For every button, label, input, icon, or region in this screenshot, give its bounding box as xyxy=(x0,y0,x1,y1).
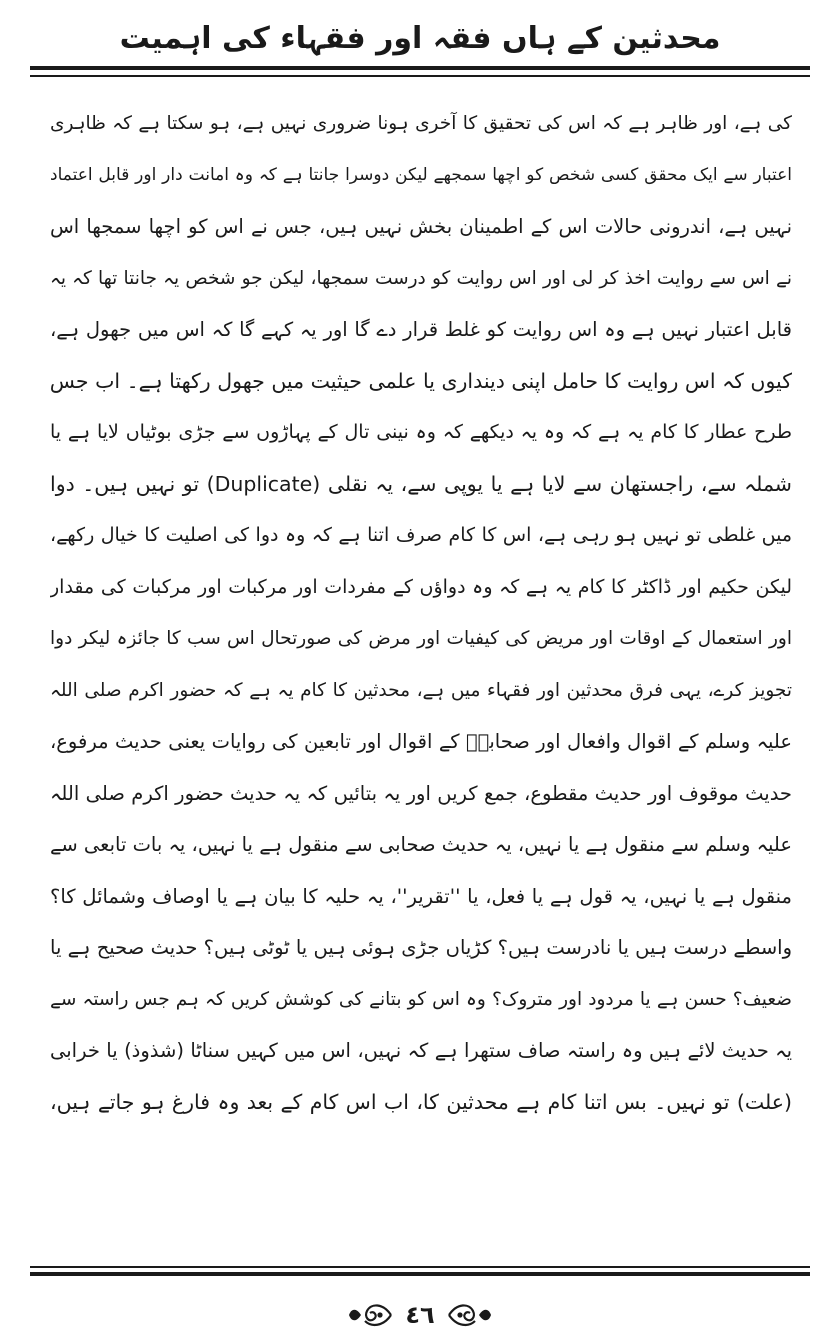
text-line: کیوں کہ اس روایت کا حامل اپنی دینداری یا علمی حیثیت میں جھول رکھتا ہے۔ اب جس xyxy=(50,368,792,393)
text-line: منقول ہے یا نہیں، یہ قول ہے یا فعل، یا ''تقریر''، یہ حلیہ کا بیان ہے یا اوصاف وشمائل کا؟ xyxy=(50,884,792,908)
text-line: ضعیف؟ حسن ہے یا مردود اور متروک؟ وہ اس کو بتانے کی کوشش کریں کہ ہم جس راستہ سے xyxy=(50,988,792,1010)
header-divider-thick xyxy=(30,66,810,70)
text-line: میں غلطی تو نہیں ہو رہی ہے، اس کا کام صرف اتنا ہے کہ وہ دوا کی اصلیت کا خیال رکھے، xyxy=(50,524,792,546)
ornament-right-icon xyxy=(447,1298,493,1332)
text-line: اعتبار سے ایک محقق کسی شخص کو اچھا سمجھے لیکن دوسرا جانتا ہے کہ وہ امانت دار اور قابل اعتماد xyxy=(50,164,792,185)
text-line: تجویز کرے، یہی فرق محدثین اور فقہاء میں ہے، محدثین کا کام یہ ہے کہ حضور اکرم صلی اللہ xyxy=(50,679,792,701)
text-line: کی ہے، اور ظاہر ہے کہ اس کی تحقیق کا آخری ہونا ضروری نہیں ہے، ہو سکتا ہے کہ ظاہری xyxy=(50,113,792,134)
text-line: لیکن حکیم اور ڈاکٹر کا کام یہ ہے کہ وہ دواؤں کے مفردات اور مرکبات اور مرکبات کی مقدار xyxy=(50,575,792,598)
ornament-left-icon xyxy=(347,1298,393,1332)
text-line: نے اس سے روایت اخذ کر لی اور اس روایت کو درست سمجھا، لیکن جو شخص یہ جانتا تھا کہ یہ xyxy=(50,267,792,289)
text-line: واسطے درست ہیں یا نادرست ہیں؟ کڑیاں جڑی ہوئی ہیں یا ٹوٹی ہیں؟ حدیث صحیح ہے یا xyxy=(50,936,792,959)
footer-divider-thin xyxy=(30,1266,810,1268)
page-footer xyxy=(0,1290,840,1340)
footer-divider-thick xyxy=(30,1272,810,1276)
page-number: ٤٦ xyxy=(405,1301,435,1329)
text-line: شملہ سے، راجستھان سے لایا ہے یا یوپی سے، یہ نقلی (Duplicate) تو نہیں ہیں۔ دوا xyxy=(50,471,792,496)
text-line: طرح عطار کا کام یہ ہے کہ وہ یہ دیکھے کہ وہ نینی تال کے پہاڑوں سے جڑی بوٹیاں لایا ہے یا xyxy=(50,421,792,443)
text-line: قابل اعتبار نہیں ہے وہ اس روایت کو غلط قرار دے گا اور یہ کہے گا کہ اس میں جھول ہے، xyxy=(50,318,792,341)
body-text xyxy=(50,98,792,1128)
header-divider-thin xyxy=(30,75,810,77)
text-line: اور استعمال کے اوقات اور مریض کی کیفیات اور مرض کی صورتحال اس سب کا جائزہ لیکر دوا xyxy=(50,628,792,649)
text-line: علیہ وسلم کے اقوال وافعال اور صحابہؓ کے اقوال اور تابعین کی روایات یعنی حدیث مرفوع، xyxy=(50,730,792,753)
text-line: (علت) تو نہیں۔ بس اتنا کام ہے محدثین کا، اب اس کام کے بعد وہ فارغ ہو جاتے ہیں، xyxy=(50,1089,792,1114)
text-line: علیہ وسلم سے منقول ہے یا نہیں، یہ حدیث صحابی سے منقول ہے یا نہیں، یہ بات تابعی سے xyxy=(50,833,792,856)
text-line: حدیث موقوف اور حدیث مقطوع، جمع کریں اور یہ بتائیں کہ یہ حدیث حضور اکرم صلی اللہ xyxy=(50,781,792,805)
text-line: یہ حدیث لائے ہیں وہ راستہ صاف ستھرا ہے کہ نہیں، اس میں کہیں سناٹا (شذوذ) یا خرابی xyxy=(50,1039,792,1062)
text-line: نہیں ہے، اندرونی حالات اس کے اطمینان بخش نہیں ہیں، جس نے اس کو اچھا سمجھا اس xyxy=(50,215,792,238)
page-title: محدثین کے ہاں فقہ اور فقہاء کی اہمیت xyxy=(119,21,721,56)
